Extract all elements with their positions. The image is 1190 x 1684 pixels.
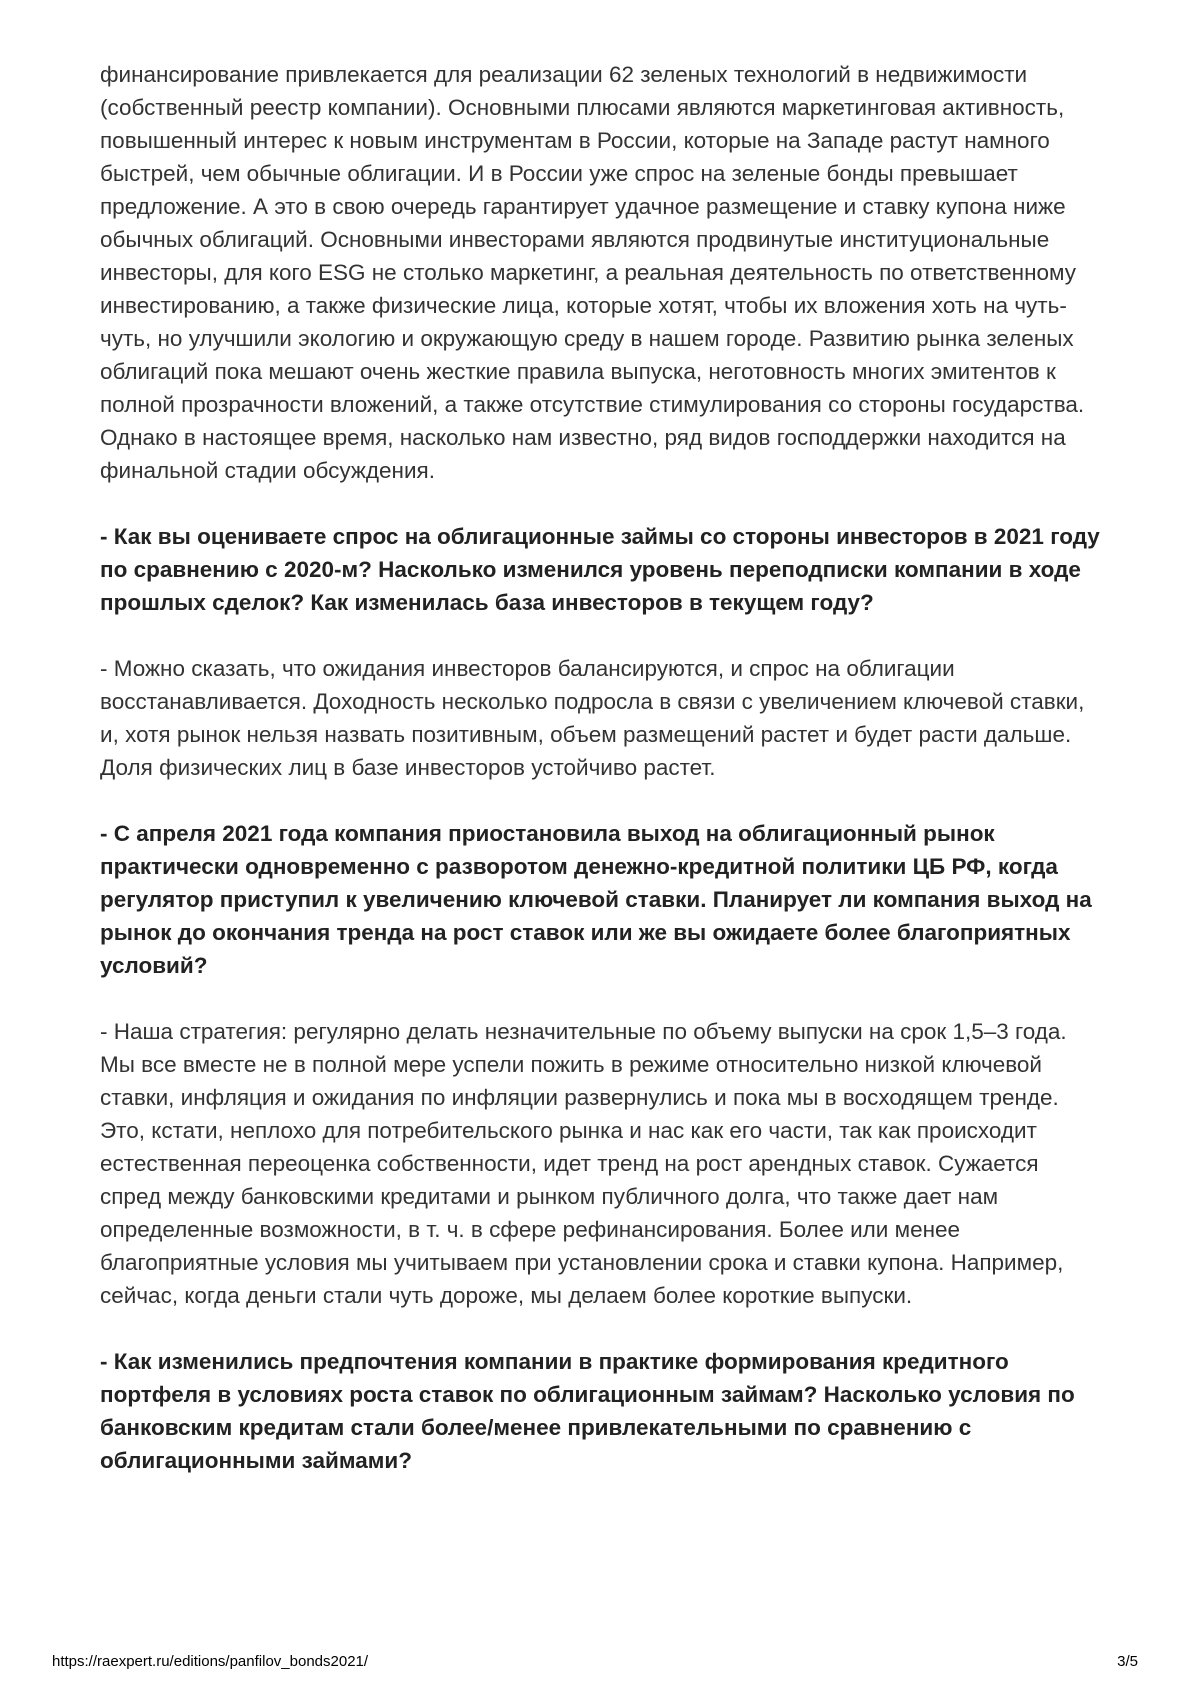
answer-paragraph: - Можно сказать, что ожидания инвесторов балансируются, и спрос на облигации восстанавливается. Доходность несколько подросла в связи с увеличением ключевой ставки, и, хотя рынок нельзя назвать позитивным, объем размещений растет и будет расти дальше. Доля физических лиц в базе инвесторов устойчиво растет. <box>100 656 1085 780</box>
answer-paragraph: - Наша стратегия: регулярно делать незначительные по объему выпуски на срок 1,5–3 года. Мы все вместе не в полной мере успели пожить в режиме относительно низкой ключевой ставки, инфляция и ожидания по инфляции развернулись и пока мы в восходящем тренде. Это, кстати, неплохо для потребительского рынка и нас как его части, так как происходит естественная переоценка собственности, идет тренд на рост арендных ставок. Сужается спред между банковскими кредитами и рынком публичного долга, что также дает нам определенные возможности, в т. ч. в сфере рефинансирования. Более или менее благоприятные условия мы учитываем при установлении срока и ставки купона. Например, сейчас, когда деньги стали чуть дороже, мы делаем более короткие выпуски. <box>100 1019 1067 1308</box>
article-body <box>100 58 1100 1477</box>
question-paragraph: - Как изменились предпочтения компании в практике формирования кредитного портфеля в условиях роста ставок по облигационным займам? Насколько условия по банковским кредитам стали более/менее привлекательными по сравнению с облигационными займами? <box>100 1349 1075 1473</box>
page-number: 3/5 <box>1117 1653 1138 1670</box>
source-url: https://raexpert.ru/editions/panfilov_bonds2021/ <box>52 1653 369 1670</box>
question-paragraph: - С апреля 2021 года компания приостановила выход на облигационный рынок практически одновременно с разворотом денежно-кредитной политики ЦБ РФ, когда регулятор приступил к увеличению ключевой ставки. Планирует ли компания выход на рынок до окончания тренда на рост ставок или же вы ожидаете более благоприятных условий? <box>100 821 1092 978</box>
answer-paragraph: финансирование привлекается для реализации 62 зеленых технологий в недвижимости (собственный реестр компании). Основными плюсами являются маркетинговая активность, повышенный интерес к новым инструментам в России, которые на Западе растут намного быстрей, чем обычные облигации. И в России уже спрос на зеленые бонды превышает предложение. А это в свою очередь гарантирует удачное размещение и ставку купона ниже обычных облигаций. Основными инвесторами являются продвинутые институциональные инвесторы, для кого ESG не столько маркетинг, а реальная деятельность по ответственному инвестированию, а также физические лица, которые хотят, чтобы их вложения хоть на чуть-чуть, но улучшили экологию и окружающую среду в нашем городе. Развитию рынка зеленых облигаций пока мешают очень жесткие правила выпуска, неготовность многих эмитентов к полной прозрачности вложений, а также отсутствие стимулирования со стороны государства. Однако в настоящее время, насколько нам известно, ряд видов господдержки находится на финальной стадии обсуждения. <box>100 62 1085 483</box>
question-paragraph: - Как вы оцениваете спрос на облигационные займы со стороны инвесторов в 2021 году по сравнению с 2020-м? Насколько изменился уровень переподписки компании в ходе прошлых сделок? Как изменилась база инвесторов в текущем году? <box>100 524 1100 615</box>
